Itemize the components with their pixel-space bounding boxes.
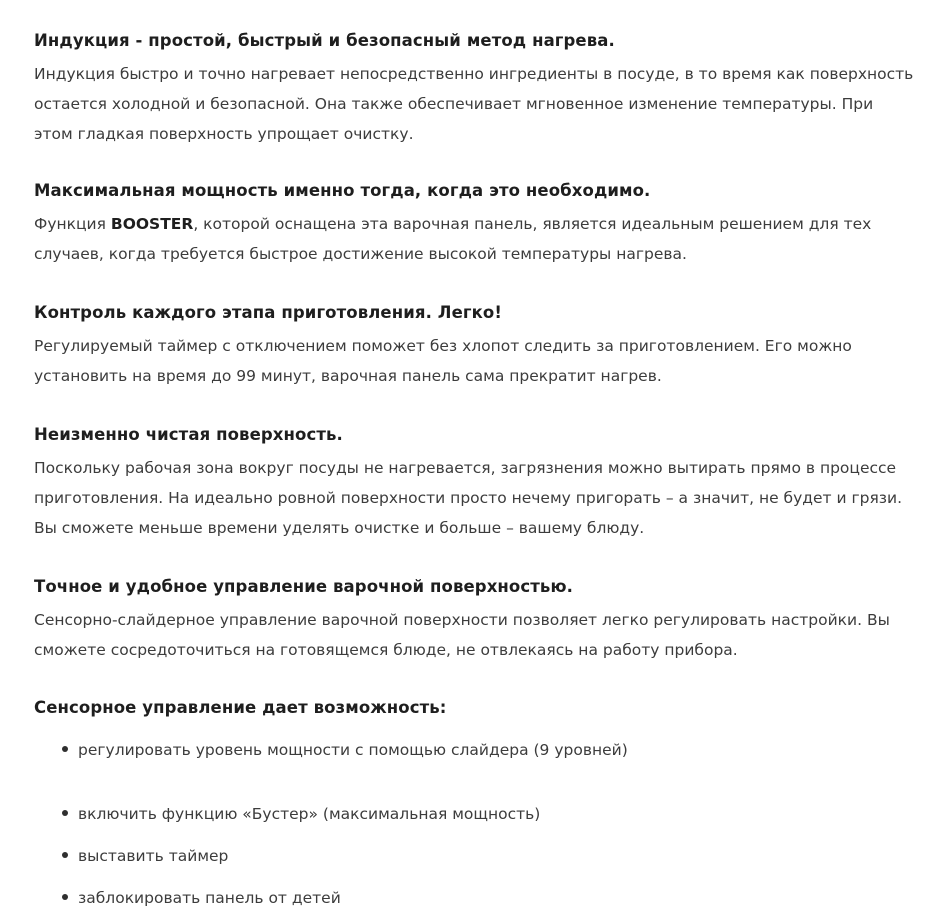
section-text-clean: Поскольку рабочая зона вокруг посуды не нагревается, загрязнения можно вытирать прямо в процессе приготовления. На идеально ровной поверхности просто нечему пригорать – а значит, не будет и грязи. Вы сможете меньше времени уделять очистке и больше – вашему блюду. <box>34 459 903 537</box>
booster-label: BOOSTER <box>110 215 194 233</box>
bullet-dot-icon <box>62 810 68 816</box>
section-heading-clean: Неизменно чистая поверхность. <box>34 425 343 444</box>
list-item: заблокировать панель от детей <box>62 887 341 909</box>
bullet-dot-icon <box>62 894 68 900</box>
list-item: выставить таймер <box>62 845 228 867</box>
section-text-induction: Индукция быстро и точно нагревает непосредственно ингредиенты в посуде, в то время как поверхность остается холодной и безопасной. Она также обеспечивает мгновенное изменение температуры. При этом гладкая поверхность упрощает очистку. <box>34 65 914 143</box>
features-heading: Сенсорное управление дает возможность: <box>34 698 447 717</box>
bullet-dot-icon <box>62 746 68 752</box>
booster-prefix: Функция <box>34 215 111 233</box>
section-heading-timer: Контроль каждого этапа приготовления. Легко! <box>34 303 502 322</box>
section-heading-control: Точное и удобное управление варочной поверхностью. <box>34 577 573 596</box>
list-item: включить функцию «Бустер» (максимальная мощность) <box>62 803 540 825</box>
section-heading-power: Максимальная мощность именно тогда, когда это необходимо. <box>34 181 651 200</box>
section-text-timer: Регулируемый таймер с отключением поможет без хлопот следить за приготовлением. Его можно установить на время до 99 минут, варочная панель сама прекратит нагрев. <box>34 337 852 385</box>
booster-suffix: , которой оснащена эта варочная панель, является идеальным решением для тех случаев, когда требуется быстрое достижение высокой температуры нагрева. <box>34 215 872 263</box>
list-item: регулировать уровень мощности с помощью слайдера (9 уровней) <box>62 739 628 761</box>
section-text-power <box>34 209 914 269</box>
section-text-control: Сенсорно-слайдерное управление варочной поверхности позволяет легко регулировать настройки. Вы сможете сосредоточиться на готовящемся блюде, не отвлекаясь на работу прибора. <box>34 611 890 659</box>
section-heading-induction: Индукция - простой, быстрый и безопасный метод нагрева. <box>34 31 615 50</box>
bullet-dot-icon <box>62 852 68 858</box>
